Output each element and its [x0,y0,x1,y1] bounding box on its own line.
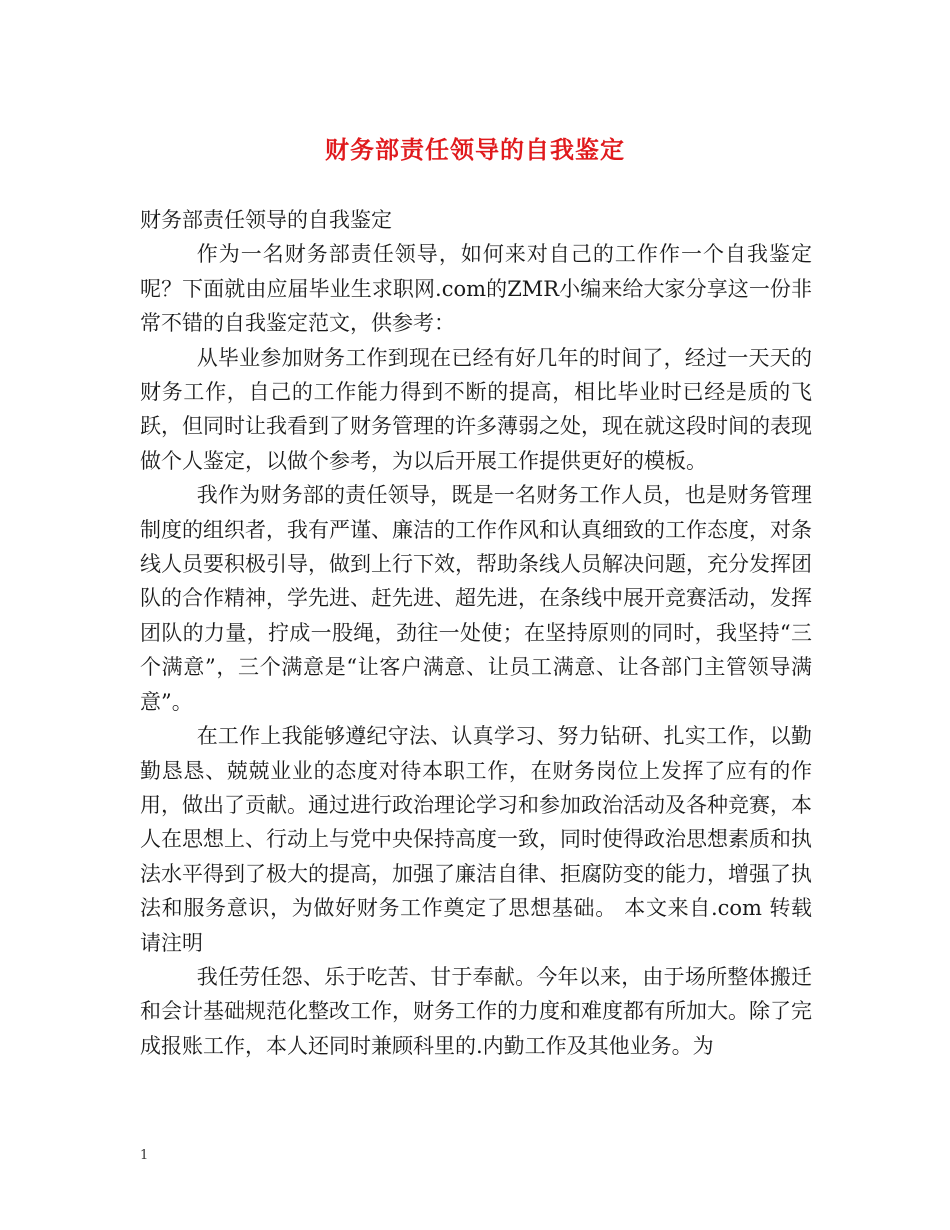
paragraph-2: 从毕业参加财务工作到现在已经有好几年的时间了，经过一天天的财务工作，自己的工作能力得到不断的提高，相比毕业时已经是质的飞跃，但同时让我看到了财务管理的许多薄弱之处，现在就这段时间的表现做个人鉴定，以做个参考，为以后开展工作提供更好的模板。 [140,345,812,473]
document-title: 财务部责任领导的自我鉴定 [325,135,625,164]
paragraph-4: 在工作上我能够遵纪守法、认真学习、努力钻研、扎实工作，以勤勤恳恳、兢兢业业的态度对待本职工作，在财务岗位上发挥了应有的作用，做出了贡献。通过进行政治理论学习和参加政治活动及各种竞赛，本人在思想上、行动上与党中央保持高度一致，同时使得政治思想素质和执法水平得到了极大的提高，加强了廉洁自律、拒腐防变的能力，增强了执法和服务意识，为做好财务工作奠定了思想基础。 本文来自.com 转载请注明 [140,724,812,955]
document-body [140,203,812,1063]
document-subtitle: 财务部责任领导的自我鉴定 [140,208,392,232]
paragraph-5: 我任劳任怨、乐于吃苦、甘于奉献。今年以来，由于场所整体搬迁和会计基础规范化整改工作，财务工作的力度和难度都有所加大。除了完成报账工作，本人还同时兼顾科里的.内勤工作及其他业务。为 [140,964,812,1058]
page-number: 1 [140,1148,149,1163]
paragraph-1: 作为一名财务部责任领导，如何来对自己的工作作一个自我鉴定呢？下面就由应届毕业生求职网.com的ZMR小编来给大家分享这一份非常不错的自我鉴定范文，供参考： [140,242,812,336]
paragraph-3: 我作为财务部的责任领导，既是一名财务工作人员，也是财务管理制度的组织者，我有严谨、廉洁的工作作风和认真细致的工作态度，对条线人员要积极引导，做到上行下效，帮助条线人员解决问题，充分发挥团队的合作精神，学先进、赶先进、超先进，在条线中展开竞赛活动，发挥团队的力量，拧成一股绳，劲往一处使；在坚持原则的同时，我坚持“三个满意”，三个满意是“让客户满意、让员工满意、让各部门主管领导满意”。 [140,483,812,714]
